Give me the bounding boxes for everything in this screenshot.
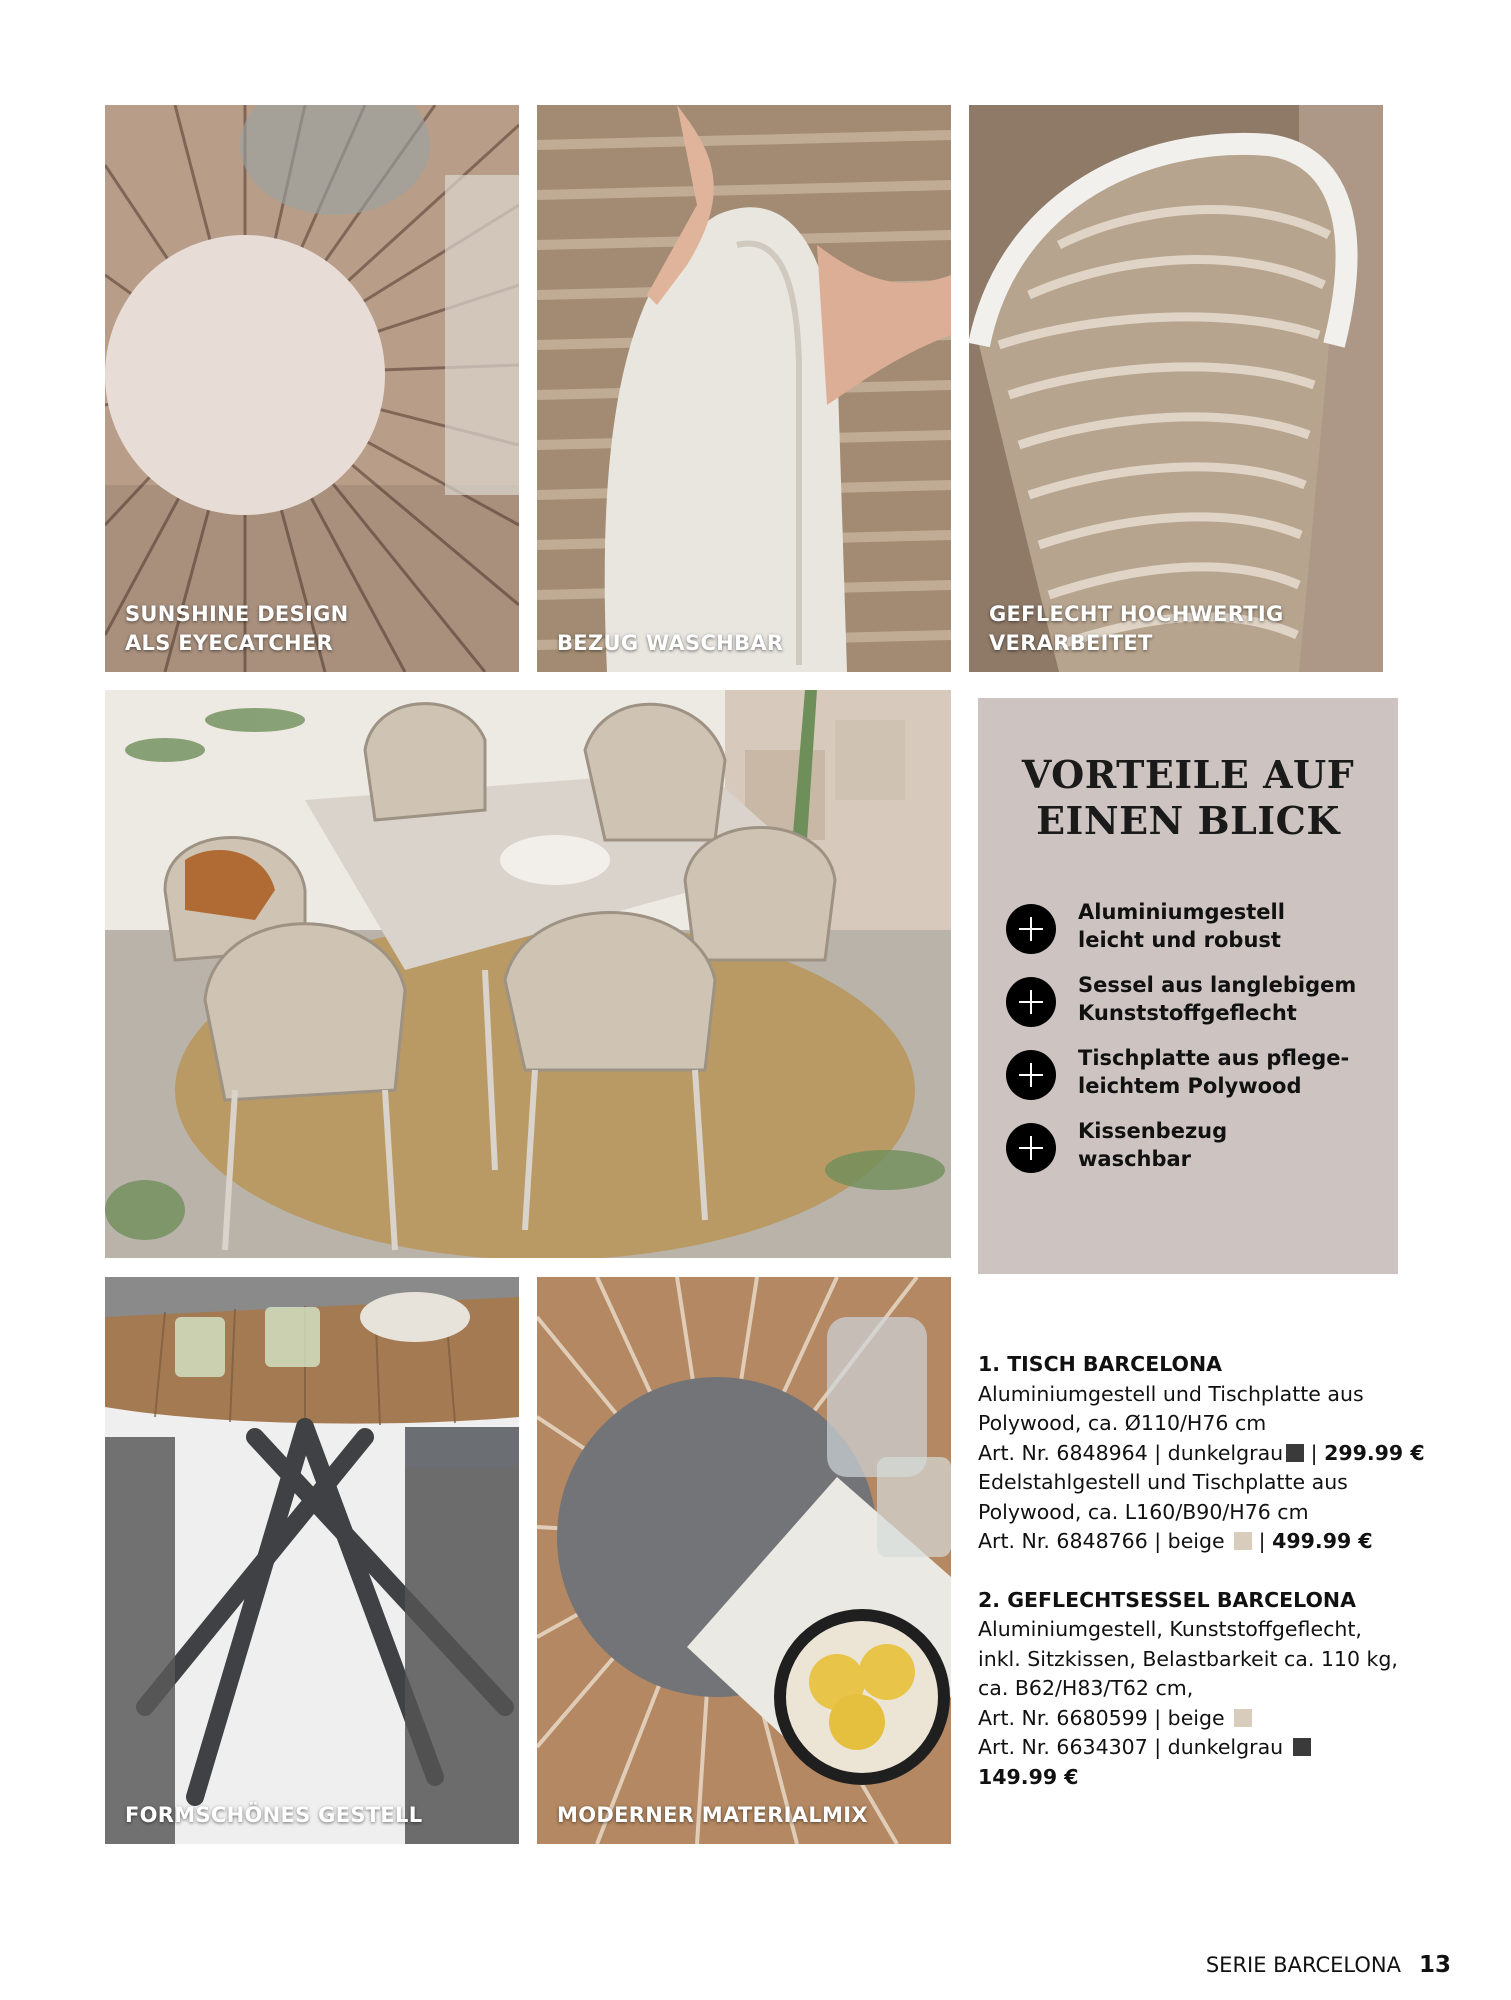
benefit-line: waschbar [1078,1147,1192,1171]
material-mix-image [537,1277,951,1844]
page-number: 13 [1418,1952,1451,1978]
plus-icon [1006,1050,1056,1100]
product-desc: Aluminiumgestell, Kunststoffgeflecht, [978,1617,1362,1641]
page-footer [1206,1952,1451,1978]
series-name: SERIE BARCELONA [1205,1953,1401,1977]
price: 149.99 € [978,1764,1079,1789]
benefit-item [1006,1117,1386,1177]
price: 499.99 € [1272,1529,1373,1553]
weave-image [969,105,1383,672]
benefits-heading [978,752,1398,844]
photo-cushion-cover [537,105,951,672]
product-desc: ca. B62/H83/T62 cm, [978,1676,1194,1700]
caption-line: ALS EYECATCHER [125,631,334,655]
plus-icon [1006,904,1056,954]
caption-material-mix [557,1801,868,1830]
table-frame-image [105,1277,519,1844]
caption-line: MODERNER MATERIALMIX [557,1803,868,1827]
color-swatch-beige [1234,1532,1252,1550]
article-number: Art. Nr. 6634307 | dunkelgrau [978,1735,1284,1759]
product-desc: inkl. Sitzkissen, Belastbarkeit ca. 110 kg, [978,1646,1398,1671]
benefit-line: Sessel aus langlebigem [1078,973,1357,997]
sunshine-table-image [105,105,519,672]
benefit-line: Kunststoffgeflecht [1078,1001,1297,1025]
caption-sunshine-design [125,600,349,658]
plus-icon [1006,977,1056,1027]
article-number: Art. Nr. 6680599 | beige [978,1705,1225,1730]
benefit-item [1006,1044,1386,1104]
benefit-text [1078,898,1285,954]
photo-material-mix [537,1277,951,1844]
product-title-chair: 2. GEFLECHTSESSEL BARCELONA [978,1587,1356,1612]
article-number: Art. Nr. 6848964 | dunkelgrau [978,1440,1284,1465]
caption-frame [125,1801,422,1830]
cushion-image [537,105,951,672]
product-article-row: Art. Nr. 6848964 | dunkelgrau | 299.99 € [978,1440,1425,1465]
benefit-text [1078,1044,1349,1100]
product-desc: Edelstahlgestell und Tischplatte aus [978,1470,1348,1494]
caption-line: SUNSHINE DESIGN [125,602,349,626]
product-article-row: Art. Nr. 6848766 | beige | 499.99 € [978,1529,1373,1553]
benefit-line: leichtem Polywood [1078,1074,1302,1098]
color-swatch-beige [1234,1709,1252,1727]
caption-cover-washable [557,629,783,658]
product-desc: Aluminiumgestell und Tischplatte aus [978,1381,1364,1406]
price: 299.99 € [1324,1440,1425,1465]
benefit-line: leicht und robust [1078,928,1281,952]
plus-icon [1006,1123,1056,1173]
product-article-row [978,1704,1398,1734]
benefit-line: Aluminiumgestell [1078,900,1285,924]
patio-dining-image [105,690,951,1258]
caption-line: BEZUG WASCHBAR [557,631,784,655]
benefits-heading-line: EINEN BLICK [1036,798,1340,843]
product-info [978,1350,1425,1792]
benefit-line: Tischplatte aus pflege- [1078,1046,1350,1070]
caption-line: FORMSCHÖNES GESTELL [125,1803,423,1827]
photo-patio-set [105,690,951,1258]
color-swatch-dunkelgrau [1286,1444,1304,1462]
photo-weave-quality [969,105,1383,672]
benefit-item [1006,898,1386,958]
benefit-line: Kissenbezug [1078,1119,1228,1143]
photo-sunshine-design [105,105,519,672]
benefit-text [1078,1117,1227,1173]
article-number: Art. Nr. 6848766 | beige [978,1529,1225,1553]
caption-weave-quality [989,600,1284,658]
benefits-box [978,698,1398,1274]
product-desc: Polywood, ca. L160/B90/H76 cm [978,1499,1309,1524]
benefit-item [1006,971,1386,1031]
caption-line: VERARBEITET [989,631,1153,655]
color-swatch-dunkelgrau [1293,1738,1311,1756]
benefit-text [1078,971,1356,1027]
product-title-table: 1. TISCH BARCELONA [978,1352,1223,1376]
caption-line: GEFLECHT HOCHWERTIG [989,602,1284,626]
product-article-row [978,1733,1398,1763]
product-desc: Polywood, ca. Ø110/H76 cm [978,1411,1267,1435]
benefits-heading-line: VORTEILE AUF [1021,752,1355,797]
photo-table-frame [105,1277,519,1844]
